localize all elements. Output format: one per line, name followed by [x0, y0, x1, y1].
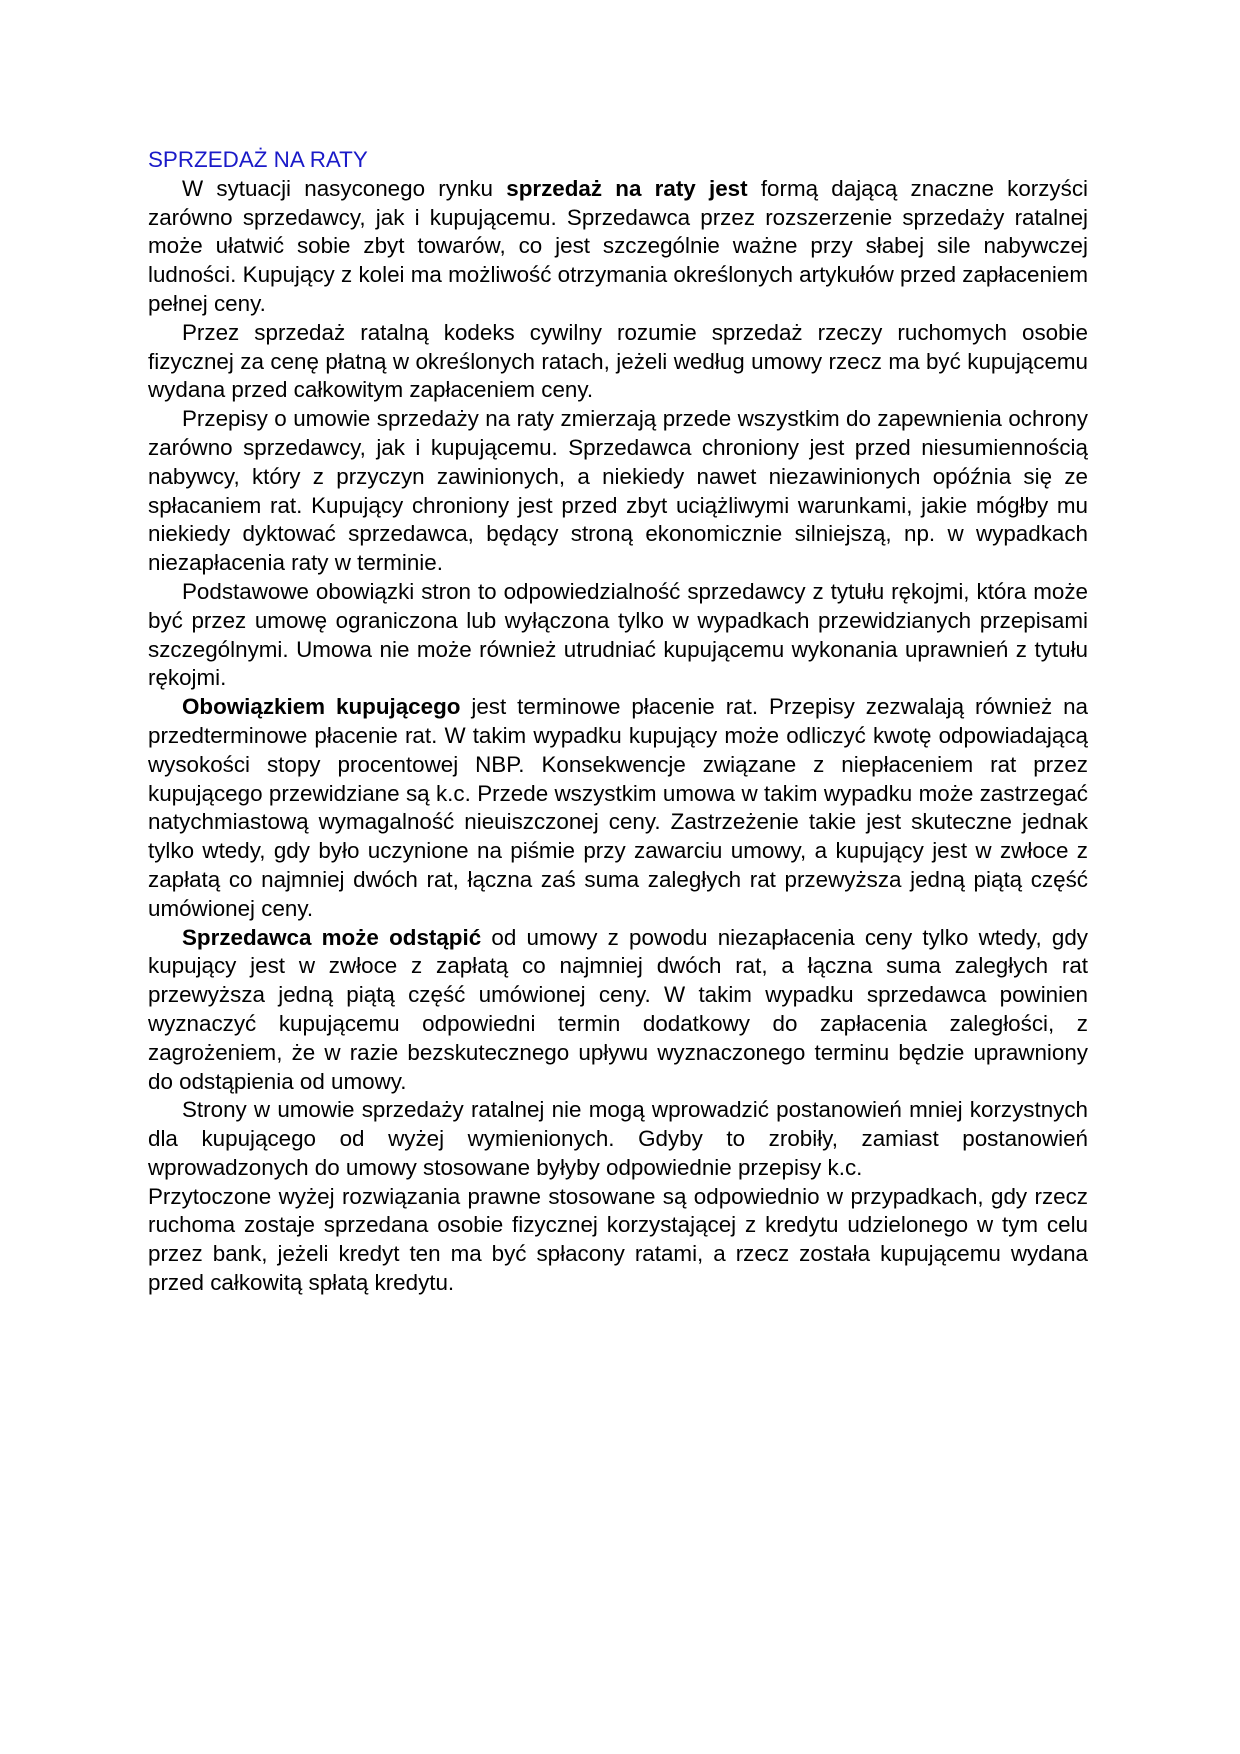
paragraph-2: Przez sprzedaż ratalną kodeks cywilny rozumie sprzedaż rzeczy ruchomych osobie fizycznej za cenę płatną w określonych ratach, jeżeli według umowy rzecz ma być kupującemu wydana przed całkowitym zapłaceniem ceny. [148, 319, 1088, 403]
document-page [148, 146, 1088, 1298]
paragraph-5 [148, 693, 1088, 923]
paragraph-3: Przepisy o umowie sprzedaży na raty zmierzają przede wszystkim do zapewnienia ochrony zarówno sprzedawcy, jak i kupującemu. Sprzedawca chroniony jest przed niesumiennością nabywcy, który z przyczyn zawinionych, a niekiedy nawet niezawinionych opóźnia się ze spłacaniem rat. Kupujący chroniony jest przed zbyt uciążliwymi warunkami, jakie mógłby mu niekiedy dyktować sprzedawca, będący stroną ekonomicznie silniejszą, np. w wypadkach niezapłacenia raty w terminie. [148, 406, 1088, 576]
paragraph-1-text-end: formą dającą znaczne korzyści zarówno sprzedawcy, jak i kupującemu. Sprzedawca przez rozszerzenie sprzedaży ratalnej może ułatwić sobie zbyt towarów, co jest szczególnie ważne przy słabej sile nabywczej ludności. Kupujący z kolei ma możliwość otrzymania określonych artykułów przed zapłaceniem pełnej ceny. [148, 175, 1088, 316]
document-title: SPRZEDAŻ NA RATY [148, 147, 368, 172]
paragraph-5-bold: Obowiązkiem kupującego [182, 694, 461, 720]
paragraph-6-bold: Sprzedawca może odstąpić [182, 924, 482, 950]
paragraph-5-text: jest terminowe płacenie rat. Przepisy zezwalają również na przedterminowe płacenie rat. W takim wypadku kupujący może odliczyć kwotę odpowiadającą wysokości stopy procentowej NBP. Konsekwencje związane z niepłaceniem rat przez kupującego przewidziane są k.c. Przede wszystkim umowa w takim wypadku może zastrzegać natychmiastową wymagalność nieuiszczonej ceny. Zastrzeżenie takie jest skuteczne jednak tylko wtedy, gdy było uczynione na piśmie przy zawarciu umowy, a kupujący jest w zwłoce z zapłatą co najmniej dwóch rat, łączna zaś suma zaległych rat przewyższa jedną piątą część umówionej ceny. [148, 694, 1088, 921]
paragraph-8: Przytoczone wyżej rozwiązania prawne stosowane są odpowiednio w przypadkach, gdy rzecz ruchoma zostaje sprzedana osobie fizycznej korzystającej z kredytu udzielonego w tym celu przez bank, jeżeli kredyt ten ma być spłacony ratami, a rzecz została kupującemu wydana przed całkowitą spłatą kredytu. [148, 1183, 1088, 1296]
paragraph-6-text: od umowy z powodu niezapłacenia ceny tylko wtedy, gdy kupujący jest w zwłoce z zapłatą co najmniej dwóch rat, a łączna suma zaległych rat przewyższa jedną piątą część umówionej ceny. W takim wypadku sprzedawca powinien wyznaczyć kupującemu odpowiedni termin dodatkowy do zapłacenia zaległości, z zagrożeniem, że w razie bezskutecznego upływu wyznaczonego terminu będzie uprawniony do odstąpienia od umowy. [148, 924, 1088, 1094]
paragraph-1-text-start: W sytuacji nasyconego rynku [182, 175, 507, 201]
paragraph-1 [148, 175, 1088, 319]
paragraph-7: Strony w umowie sprzedaży ratalnej nie mogą wprowadzić postanowień mniej korzystnych dla kupującego od wyżej wymienionych. Gdyby to zrobiły, zamiast postanowień wprowadzonych do umowy stosowane byłyby odpowiednie przepisy k.c. [148, 1097, 1088, 1180]
paragraph-1-bold: sprzedaż na raty jest [506, 175, 748, 201]
paragraph-4: Podstawowe obowiązki stron to odpowiedzialność sprzedawcy z tytułu rękojmi, która może być przez umowę ograniczona lub wyłączona tylko w wypadkach przewidzianych przepisami szczególnymi. Umowa nie może również utrudniać kupującemu wykonania uprawnień z tytułu rękojmi. [148, 578, 1088, 691]
paragraph-6 [148, 924, 1088, 1097]
